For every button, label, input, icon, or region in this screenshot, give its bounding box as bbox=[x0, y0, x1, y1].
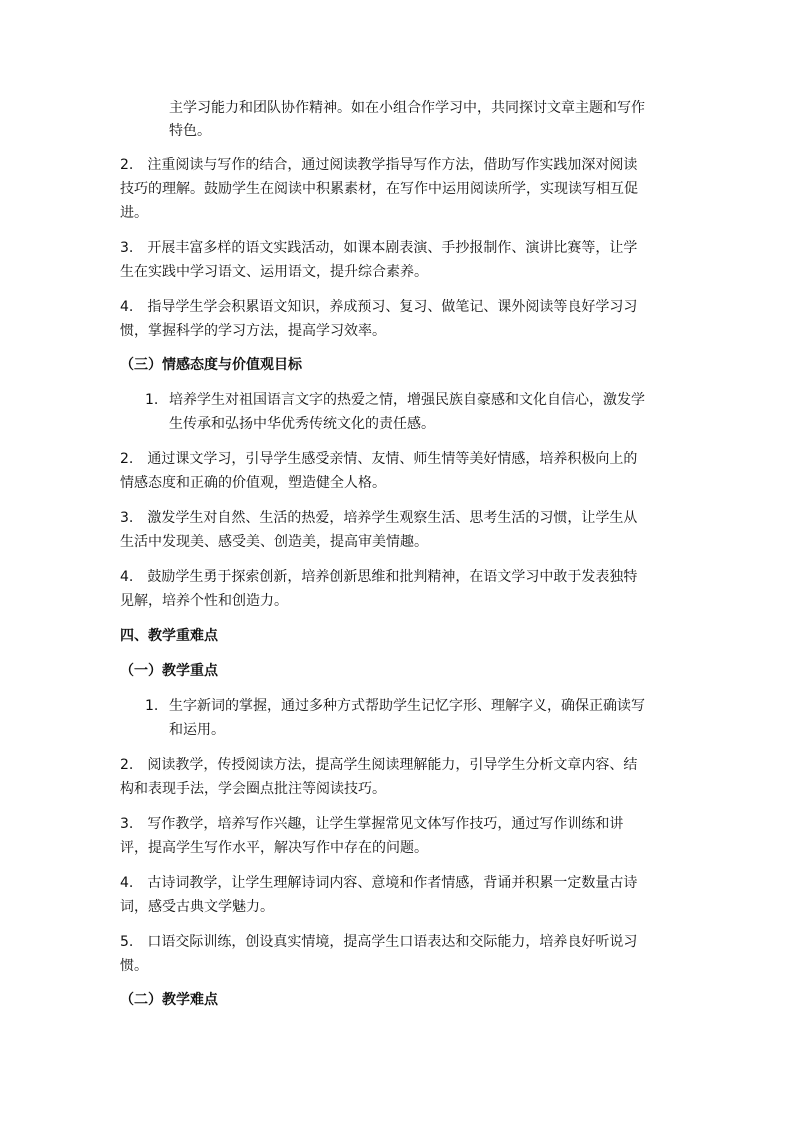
list-number: 1. bbox=[145, 392, 159, 408]
paragraph-line: 评，提高学生写作水平，解决写作中存在的问题。 bbox=[120, 840, 428, 856]
section-heading: （三）情感态度与价值观目标 bbox=[120, 357, 302, 373]
paragraph-line: 3. 写作教学，培养写作兴趣，让学生掌握常见文体写作技巧，通过写作训练和讲 bbox=[120, 816, 624, 832]
paragraph-line: 4. 鼓励学生勇于探索创新，培养创新思维和批判精神，在语文学习中敢于发表独特 bbox=[120, 569, 638, 585]
paragraph-line: 生传承和弘扬中华优秀传统文化的责任感。 bbox=[169, 416, 435, 432]
paragraph-line: 和运用。 bbox=[169, 722, 225, 738]
paragraph-line: 特色。 bbox=[169, 123, 211, 139]
paragraph-line: 技巧的理解。鼓励学生在阅读中积累素材，在写作中运用阅读所学，实现读写相互促 bbox=[120, 181, 638, 197]
section-heading: （一）教学重点 bbox=[120, 663, 218, 679]
paragraph-line: 生在实践中学习语文、运用语文，提升综合素养。 bbox=[120, 264, 428, 280]
paragraph-line: 见解，培养个性和创造力。 bbox=[120, 593, 288, 609]
paragraph-line: 惯。 bbox=[120, 958, 148, 974]
paragraph-line: 主学习能力和团队协作精神。如在小组合作学习中，共同探讨文章主题和写作 bbox=[169, 100, 645, 116]
paragraph-line: 构和表现手法，学会圈点批注等阅读技巧。 bbox=[120, 781, 386, 797]
paragraph-line: 培养学生对祖国语言文字的热爱之情，增强民族自豪感和文化自信心，激发学 bbox=[169, 392, 645, 408]
paragraph-line: 4. 古诗词教学，让学生理解诗词内容、意境和作者情感，背诵并积累一定数量古诗 bbox=[120, 875, 638, 891]
list-number: 1. bbox=[145, 698, 159, 714]
paragraph-line: 2. 通过课文学习，引导学生感受亲情、友情、师生情等美好情感，培养积极向上的 bbox=[120, 451, 638, 467]
paragraph-line: 惯，掌握科学的学习方法，提高学习效率。 bbox=[120, 323, 386, 339]
paragraph-line: 4. 指导学生学会积累语文知识，养成预习、复习、做笔记、课外阅读等良好学习习 bbox=[120, 299, 638, 315]
paragraph-line: 情感态度和正确的价值观，塑造健全人格。 bbox=[120, 475, 386, 491]
paragraph-line: 生字新词的掌握，通过多种方式帮助学生记忆字形、理解字义，确保正确读写 bbox=[169, 698, 645, 714]
paragraph-line: 5. 口语交际训练，创设真实情境，提高学生口语表达和交际能力，培养良好听说习 bbox=[120, 934, 638, 950]
paragraph-line: 3. 激发学生对自然、生活的热爱，培养学生观察生活、思考生活的习惯，让学生从 bbox=[120, 510, 638, 526]
paragraph-line: 2. 阅读教学，传授阅读方法，提高学生阅读理解能力，引导学生分析文章内容、结 bbox=[120, 757, 638, 773]
chapter-heading: 四、教学重难点 bbox=[120, 628, 218, 644]
paragraph-line: 3. 开展丰富多样的语文实践活动，如课本剧表演、手抄报制作、演讲比赛等，让学 bbox=[120, 240, 638, 256]
paragraph-line: 生活中发现美、感受美、创造美，提高审美情趣。 bbox=[120, 534, 428, 550]
paragraph-line: 2. 注重阅读与写作的结合，通过阅读教学指导写作方法，借助写作实践加深对阅读 bbox=[120, 157, 638, 173]
paragraph-line: 词，感受古典文学魅力。 bbox=[120, 899, 274, 915]
paragraph-line: 进。 bbox=[120, 205, 148, 221]
section-heading: （二）教学难点 bbox=[120, 992, 218, 1008]
